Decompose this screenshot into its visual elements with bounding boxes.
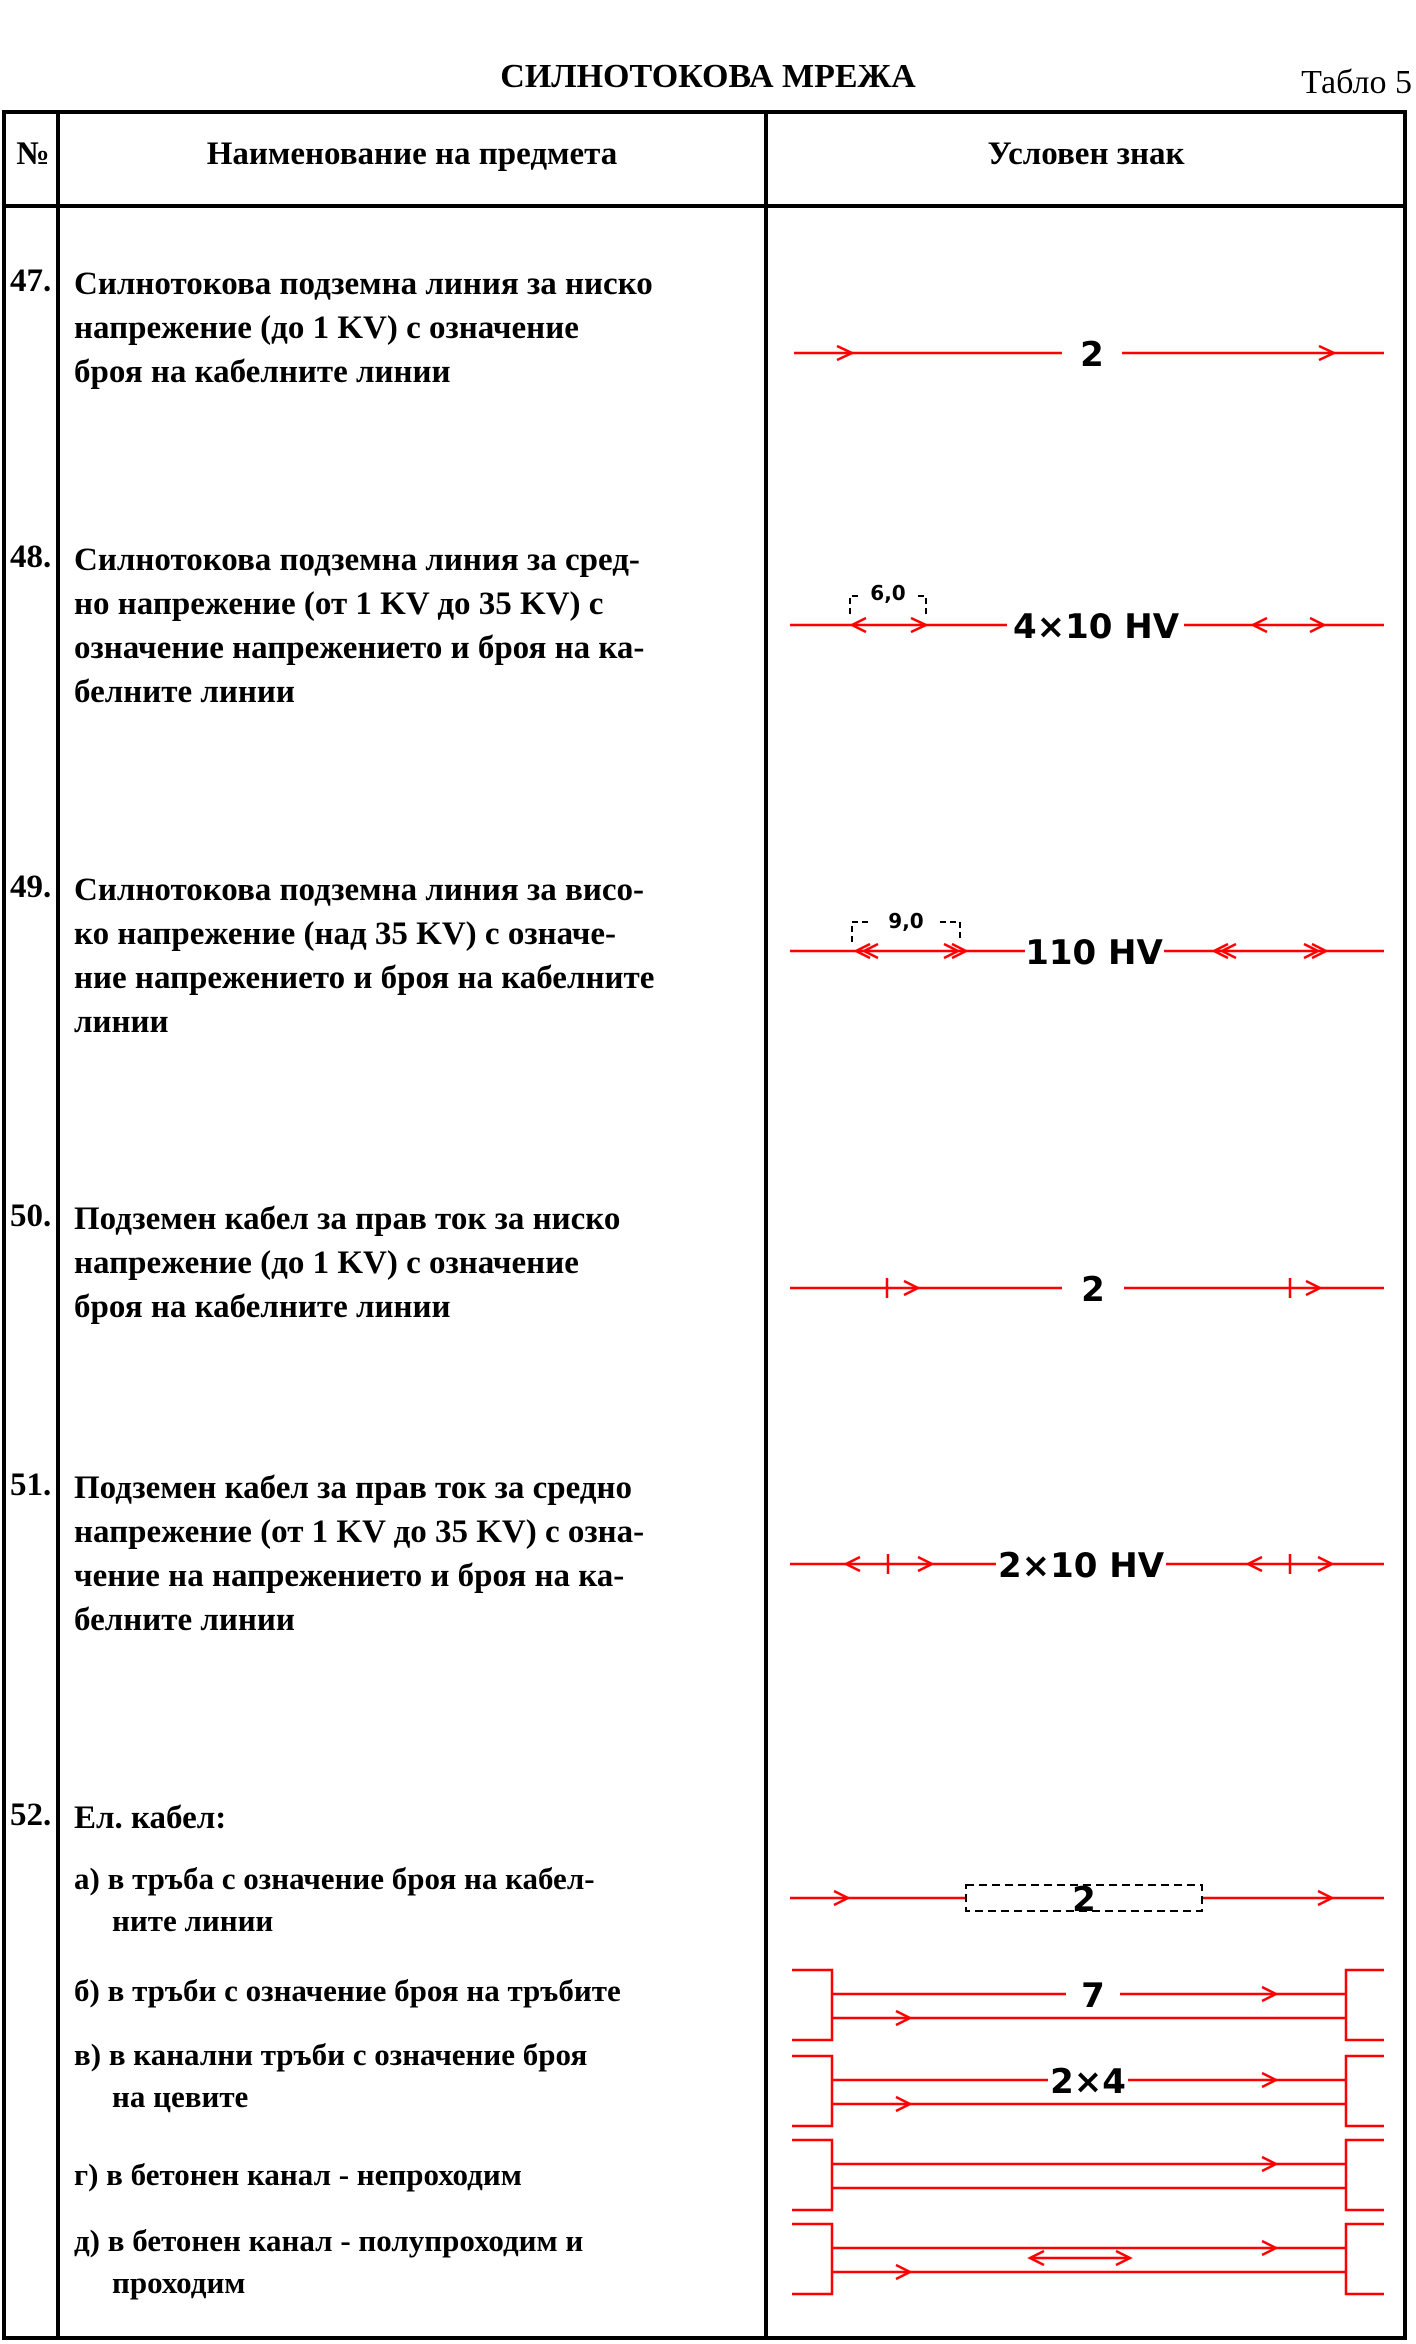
symbol-52b-label: 7 bbox=[1081, 1976, 1105, 2016]
row-description-50: Подземен кабел за прав ток за ниско напрежение (до 1 KV) с означение броя на кабелните линии bbox=[74, 1201, 621, 1325]
symbol-48-dimension-label: 6,0 bbox=[870, 581, 906, 605]
row-number-49: 49. bbox=[10, 869, 52, 905]
symbol-51-label: 2×10 HV bbox=[997, 1546, 1165, 1586]
symbol-48-label: 4×10 HV bbox=[1012, 607, 1180, 647]
symbol-52c-label: 2×4 bbox=[1050, 2062, 1126, 2102]
header-name: Наименование на предмета bbox=[206, 136, 618, 172]
symbol-52d-concrete-channel bbox=[792, 2140, 1384, 2210]
row-number-47: 47. bbox=[10, 263, 52, 299]
row-52-item-a: а) в тръба с означение броя на кабел- ните линии bbox=[74, 1861, 595, 1938]
symbol-52a-label: 2 bbox=[1072, 1880, 1096, 1920]
header-num: № bbox=[16, 136, 50, 172]
symbol-49-dimension-label: 9,0 bbox=[888, 909, 924, 933]
row-number-51: 51. bbox=[10, 1467, 52, 1503]
row-number-52: 52. bbox=[10, 1797, 52, 1833]
row-52-item-b: б) в тръби с означение броя на тръбите bbox=[74, 1973, 621, 2008]
row-number-50: 50. bbox=[10, 1198, 52, 1234]
symbol-47-label: 2 bbox=[1080, 335, 1104, 375]
row-description-51: Подземен кабел за прав ток за средно напрежение (от 1 KV до 35 KV) с озна- чение на напрежението и броя на ка- белните линии bbox=[74, 1470, 645, 1638]
row-52-item-d: г) в бетонен канал - непроходим bbox=[74, 2157, 522, 2192]
row-heading-52: Ел. кабел: bbox=[74, 1800, 227, 1836]
symbol-49-label: 110 HV bbox=[1025, 933, 1163, 973]
row-description-47: Силнотокова подземна линия за ниско напрежение (до 1 KV) с означение броя на кабелните линии bbox=[74, 266, 653, 390]
row-description-48: Силнотокова подземна линия за сред- но напрежение (от 1 KV до 35 KV) с означение напрежението и броя на ка- белните линии bbox=[74, 542, 645, 710]
header-sign: Условен знак bbox=[987, 136, 1185, 172]
row-52-item-e: д) в бетонен канал - полупроходим и проходим bbox=[74, 2223, 584, 2300]
row-description-49: Силнотокова подземна линия за висо- ко напрежение (над 35 KV) с означе- ние напрежението и броя на кабелните линии bbox=[74, 872, 655, 1040]
symbol-52e-concrete-channel-passable bbox=[792, 2224, 1384, 2294]
page-title: СИЛНОТОКОВА МРЕЖА bbox=[500, 58, 916, 95]
table-number: Табло 5 bbox=[1301, 64, 1412, 101]
row-52-item-c: в) в канални тръби с означение броя на цевите bbox=[74, 2037, 588, 2114]
symbol-50-label: 2 bbox=[1081, 1270, 1105, 1310]
row-number-48: 48. bbox=[10, 539, 52, 575]
